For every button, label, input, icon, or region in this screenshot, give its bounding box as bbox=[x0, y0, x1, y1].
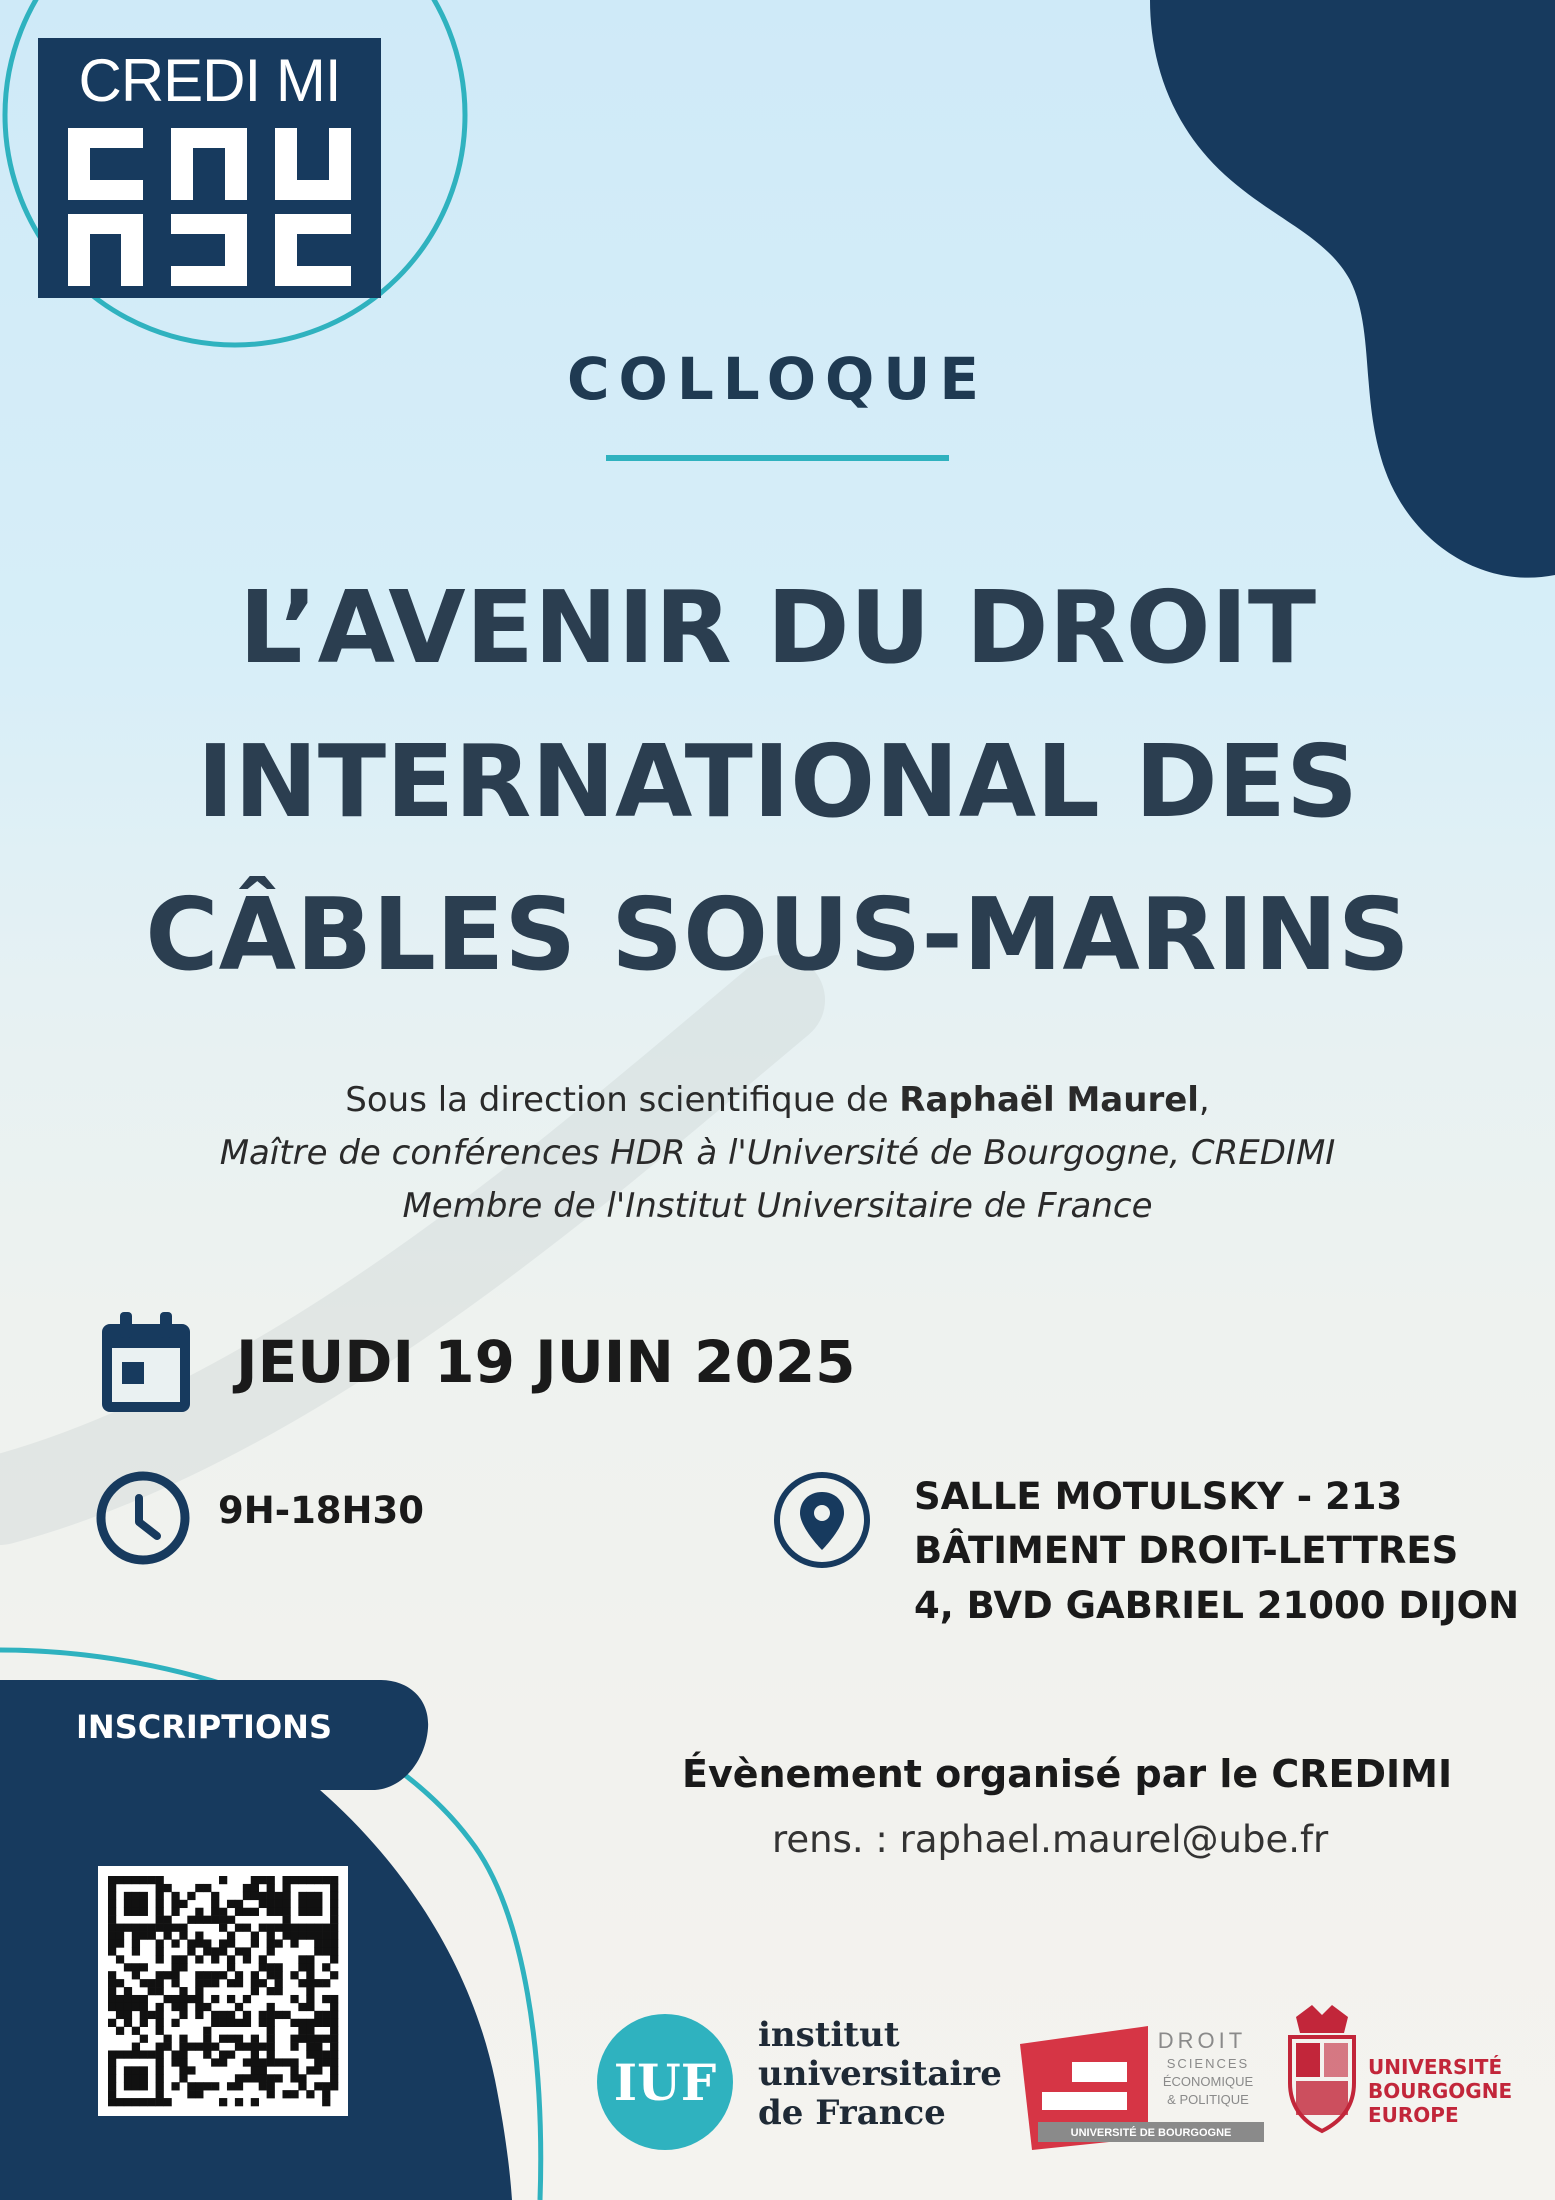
event-location bbox=[914, 1470, 1519, 1633]
director-role-2-text: Membre de l'Institut Universitaire de France bbox=[402, 1186, 1153, 1226]
direction-suffix: , bbox=[1198, 1080, 1210, 1120]
droit-band: UNIVERSITÉ DE BOURGOGNE bbox=[1070, 2127, 1232, 2139]
iuf-logo-badge bbox=[595, 2012, 735, 2152]
director-role-1 bbox=[0, 1131, 1555, 1175]
location-pin-icon bbox=[772, 1470, 872, 1570]
clock-icon bbox=[95, 1470, 191, 1566]
iuf-line-3: de France bbox=[758, 2093, 946, 2134]
ube-logo-text bbox=[1368, 2055, 1512, 2127]
calendar-icon bbox=[98, 1310, 194, 1416]
droit-logo bbox=[1012, 2010, 1282, 2160]
direction-prefix: Sous la direction scientifique de bbox=[345, 1080, 900, 1120]
top-right-blob bbox=[1150, 0, 1555, 578]
iuf-badge-text: IUF bbox=[613, 2053, 717, 2112]
ube-line-2: BOURGOGNE bbox=[1368, 2079, 1513, 2103]
event-date: JEUDI 19 JUIN 2025 bbox=[236, 1328, 856, 1396]
credimi-logo bbox=[38, 38, 381, 298]
iuf-line-2: universitaire bbox=[758, 2054, 1002, 2095]
ube-line-1: UNIVERSITÉ bbox=[1368, 2055, 1503, 2079]
droit-line-2: ÉCONOMIQUE bbox=[1162, 2074, 1254, 2089]
direction-line bbox=[0, 1078, 1555, 1122]
ube-crest bbox=[1282, 2005, 1362, 2135]
event-time: 9H-18H30 bbox=[218, 1489, 425, 1532]
event-type: COLLOQUE bbox=[566, 345, 989, 413]
qr-code-pattern bbox=[98, 1866, 348, 2116]
director-name: Raphaël Maurel bbox=[899, 1080, 1199, 1120]
contact-email[interactable]: rens. : raphael.maurel@ube.fr bbox=[772, 1818, 1329, 1861]
location-line-1: SALLE MOTULSKY - 213 bbox=[914, 1475, 1403, 1518]
credimi-logo-mark bbox=[68, 128, 351, 288]
droit-line-1: SCIENCES bbox=[1166, 2056, 1250, 2071]
iuf-line-1: institut bbox=[758, 2015, 900, 2055]
title-line-3: CÂBLES SOUS-MARINS bbox=[145, 876, 1410, 993]
iuf-logo-text bbox=[758, 2016, 1002, 2133]
registration-qr-code[interactable] bbox=[98, 1866, 348, 2116]
organizer-text: Évènement organisé par le CREDIMI bbox=[682, 1752, 1453, 1796]
droit-word: DROIT bbox=[1157, 2028, 1247, 2053]
title-line-2: INTERNATIONAL DES bbox=[196, 723, 1359, 840]
ube-line-3: EUROPE bbox=[1368, 2103, 1459, 2127]
location-line-3: 4, BVD GABRIEL 21000 DIJON bbox=[914, 1583, 1520, 1627]
title-line-1: L’AVENIR DU DROIT bbox=[238, 569, 1317, 686]
cable-image bbox=[0, 1000, 780, 1500]
director-role-1-text: Maître de conférences HDR à l'Université de Bourgogne, CREDIMI bbox=[219, 1133, 1336, 1173]
registration-label: INSCRIPTIONS bbox=[76, 1708, 332, 1746]
droit-line-3: & POLITIQUE bbox=[1167, 2092, 1249, 2107]
director-role-2 bbox=[0, 1184, 1555, 1228]
location-line-2: BÂTIMENT DROIT-LETTRES bbox=[914, 1529, 1459, 1573]
title-divider bbox=[606, 455, 949, 461]
credimi-logo-name: CREDI MI bbox=[78, 47, 341, 114]
